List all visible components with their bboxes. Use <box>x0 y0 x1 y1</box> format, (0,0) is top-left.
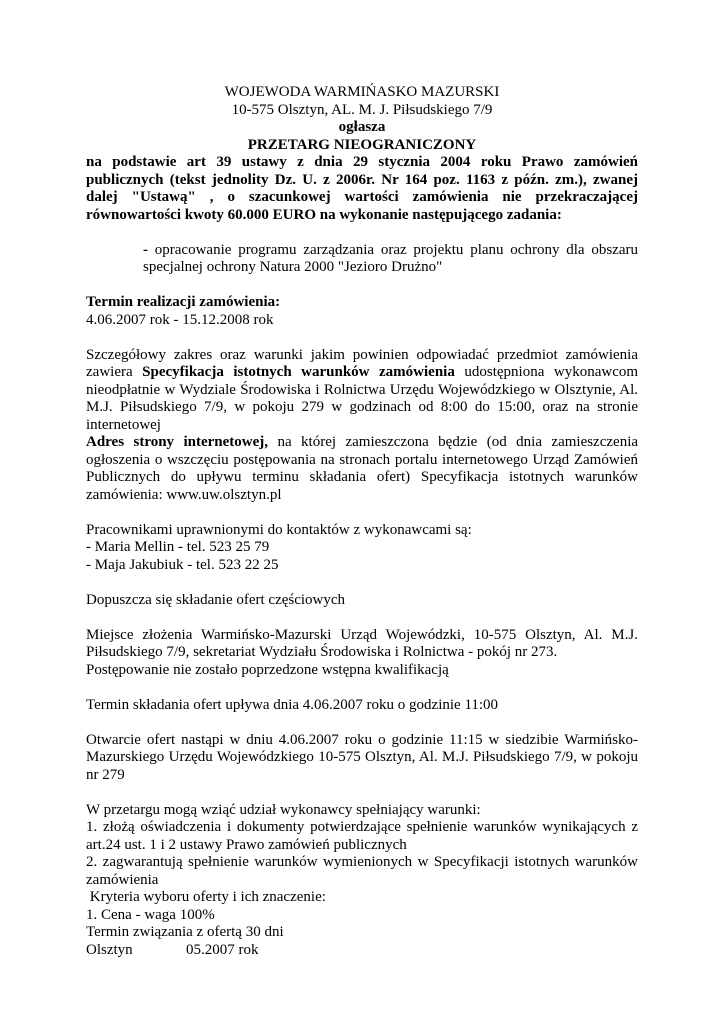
spec-text-2: udostępniona wykonawcom nieodpłatnie w Wydziale Środowiska i Rolnictwa Urzędu Wojewódzkiego w Olsztynie, Al. M.J. Piłsudskiego 7/9, w pokoju 279 w godzinach od 8:00 do 15:00, oraz na stronie internetowej <box>86 364 639 433</box>
task-dash: - <box>143 241 148 258</box>
criteria-item: 1. Cena - waga 100% <box>86 906 215 923</box>
conditions-intro: W przetargu mogą wziąć udział wykonawcy spełniający warunki: <box>86 801 481 818</box>
binding-period: Termin związania z ofertą 30 dni <box>86 924 284 940</box>
procedure-title: PRZETARG NIEOGRANICZONY <box>247 136 477 153</box>
opening-info: Otwarcie ofert nastąpi w dniu 4.06.2007 roku o godzinie 11:15 w siedzibie Warmińsko-Mazurskiego Urzędu Wojewódzkiego 10-575 Olsztyn, Al. M.J. Piłsudskiego 7/9, w pokoju nr 279 <box>86 731 638 783</box>
prequalification-note: Postępowanie nie zostało poprzedzone wstępna kwalifikacją <box>86 661 449 678</box>
task-description <box>143 242 638 277</box>
task-text: opracowanie programu zarządzania oraz projektu planu ochrony dla obszaru specjalnej ochrony Natura 2000 "Jezioro Drużno" <box>143 241 638 275</box>
signature-date: 05.2007 rok <box>186 941 259 958</box>
spec-text-1: Szczegółowy zakres oraz warunki jakim powinien odpowiadać przedmiot zamówienia zawiera <box>86 346 638 380</box>
deadline-label: Termin realizacji zamówienia: <box>86 294 281 310</box>
website-paragraph <box>86 434 638 504</box>
website-text: na której zamieszczona będzie (od dnia zamieszczenia ogłoszenia o wszczęciu postępowania na stronach portalu internetowego Urząd Zamówień Publicznych do upływu terminu składania ofert) Specyfikacja istotnych warunków zamówienia: www.uw.olsztyn.pl <box>86 434 639 503</box>
partial-offers-note: Dopuszcza się składanie ofert częściowych <box>86 591 346 608</box>
contact-person: - Maja Jakubiuk - tel. 523 22 25 <box>86 556 279 573</box>
announces-label: ogłasza <box>338 119 386 135</box>
signature-city: Olsztyn <box>86 941 133 958</box>
submission-deadline: Termin składania ofert upływa dnia 4.06.2007 roku o godzinie 11:00 <box>86 696 499 713</box>
document-page <box>86 84 638 959</box>
issuer-address: 10-575 Olsztyn, AL. M. J. Piłsudskiego 7/9 <box>231 101 493 118</box>
condition-item: 1. złożą oświadczenia i dokumenty potwierdzające spełnienie warunków wynikających z art.24 ust. 1 i 2 ustawy Prawo zamówień publicznych <box>86 819 638 853</box>
deadline-value: 4.06.2007 rok - 15.12.2008 rok <box>86 311 274 328</box>
specification-paragraph <box>86 347 638 435</box>
legal-basis-paragraph: na podstawie art 39 ustawy z dnia 29 stycznia 2004 roku Prawo zamówień publicznych (tekst jednolity Dz. U. z 2006r. Nr 164 poz. 1163 z późn. zm.), zwanej dalej "Ustawą" , o szacunkowej wartości zamówienia nie przekraczającej równowartości kwoty 60.000 EURO na wykonanie następującego zadania: <box>86 154 638 223</box>
submission-place: Miejsce złożenia Warmińsko-Mazurski Urząd Wojewódzki, 10-575 Olsztyn, Al. M.J. Piłsudskiego 7/9, sekretariat Wydziału Środowiska i Rolnictwa - pokój nr 273. <box>86 626 638 660</box>
criteria-label: Kryteria wyboru oferty i ich znaczenie: <box>86 889 326 905</box>
condition-item: 2. zagwarantują spełnienie warunków wymienionych w Specyfikacji istotnych warunków zamówienia <box>86 854 638 888</box>
signature-line <box>86 942 638 960</box>
website-label: Adres strony internetowej, <box>86 434 269 450</box>
contacts-intro: Pracownikami uprawnionymi do kontaktów z wykonawcami są: <box>86 521 472 538</box>
spec-title: Specyfikacja istotnych warunków zamówienia <box>142 364 455 380</box>
contact-person: - Maria Mellin - tel. 523 25 79 <box>86 539 270 555</box>
issuer-name: WOJEWODA WARMIŃASKO MAZURSKI <box>224 84 500 100</box>
